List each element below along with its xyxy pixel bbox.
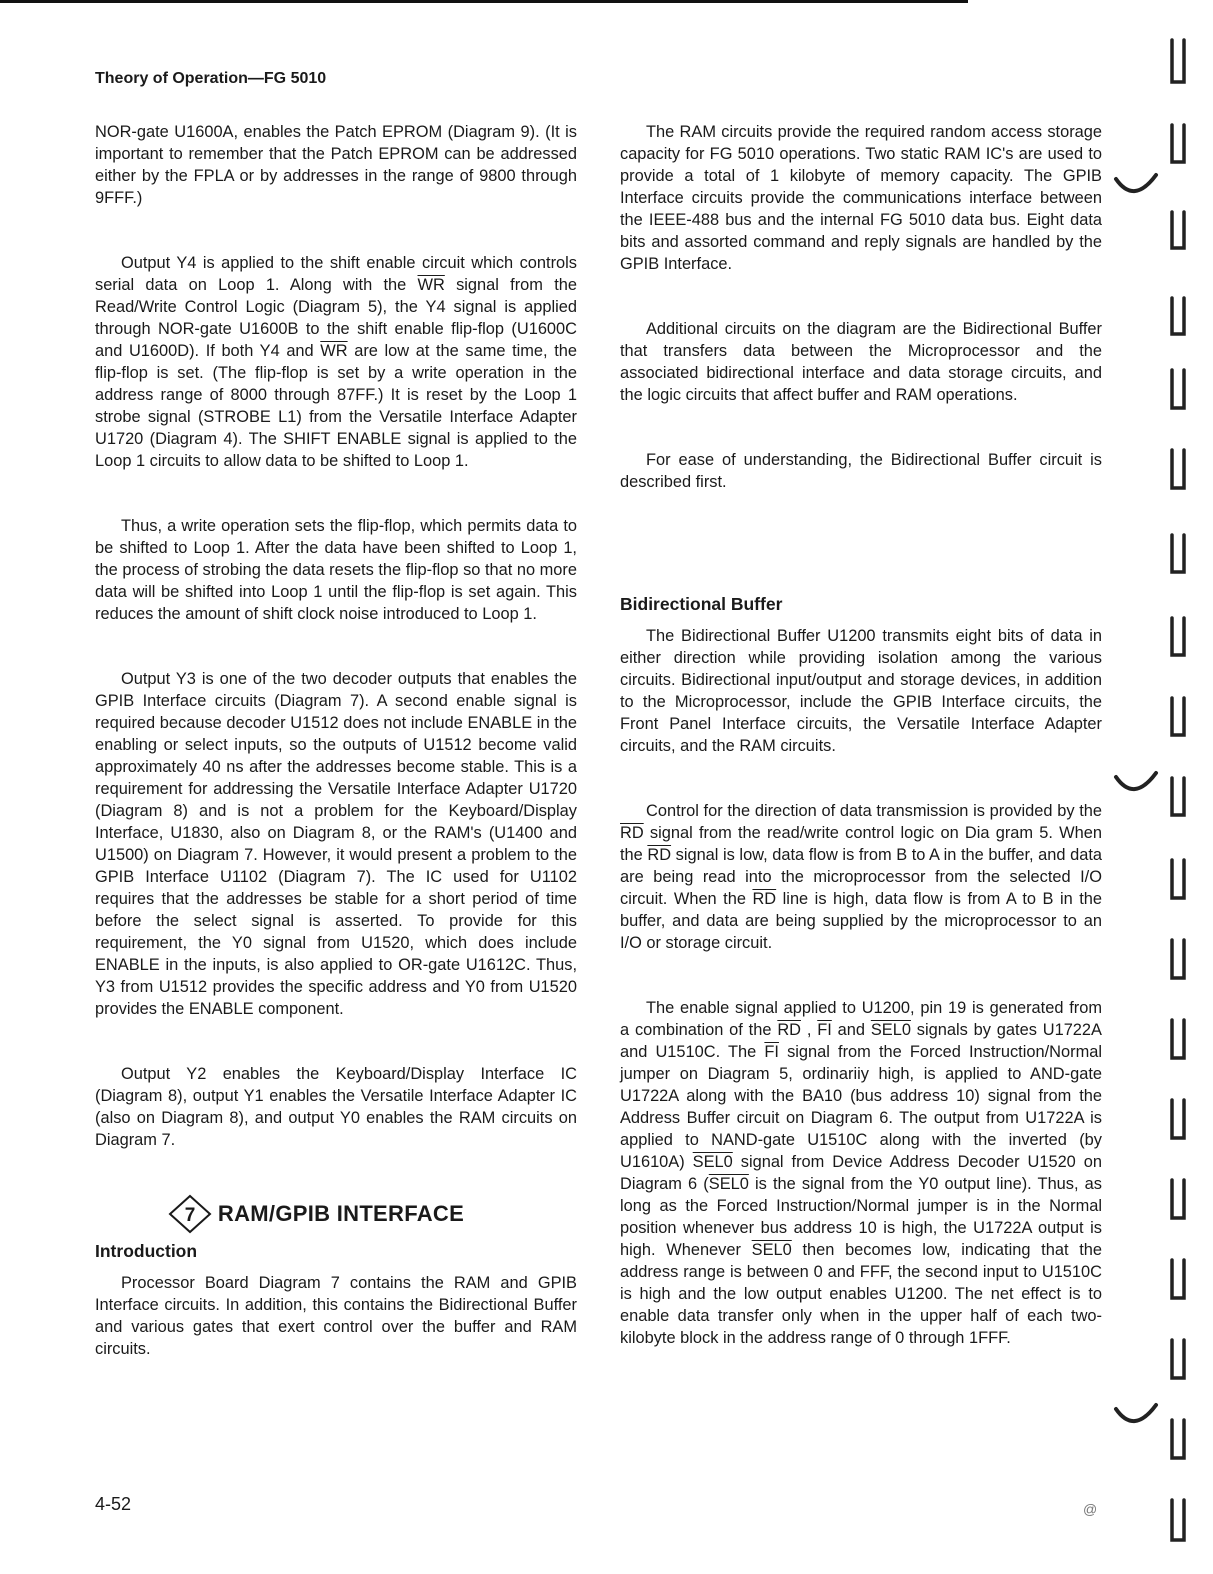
paragraph: Thus, a write operation sets the flip-flop, which permits data to be shifted to Loop 1. After the data have been shifted to Loop 1, the process of strobing the data resets the flip-flop so that no more data will be shifted into Loop 1 until the flip-flop is set again. This reduces the amount of shift clock noise introduced to Loop 1. [95, 517, 577, 623]
intro-heading: Introduction [95, 1241, 198, 1261]
paragraph: The RAM circuits provide the required random access storage capacity for FG 5010 operations. Two static RAM IC's are used to provide a total of 1 kilobyte of memory capacity. The GPIB Interface circuits provide the communications interface between the IEEE-488 bus and the internal FG 5010 data bus. Eight data bits and assorted command and reply signals are handled by the GPIB Interface. [620, 123, 1102, 273]
paragraph: Output Y4 is applied to the shift enable circuit which controls serial data on Loop 1. Along with the $\overline{WR}$ signal from the Read/Write Control Logic (Diagram 5), the Y4 signal is applied through NOR-gate U1600B to the shift enable flip-flop (U1600C and U1600D). If both Y4 and $\overline{WR}$ are low at the same time, the flip-flop is set. (The flip-flop is set by a write operation in the address range of 8000 through 87FF.) It is reset by the Loop 1 strobe signal (STROBE L1) from the Versatile Interface Adapter U1720 (Diagram 4). The SHIFT ENABLE signal is applied to the Loop 1 circuits to allow data to be shifted to Loop 1. [95, 254, 577, 470]
paragraph: For ease of understanding, the Bidirectional Buffer circuit is described first. [620, 451, 1102, 491]
footer-mark: @ [1083, 1501, 1098, 1517]
paragraph: Additional circuits on the diagram are the Bidirectional Buffer that transfers data between the Microprocessor and the associated bidirectional interface and data storage circuits, and the logic circuits that affect buffer and RAM operations. [620, 320, 1102, 404]
paragraph: Output Y2 enables the Keyboard/Display Interface IC (Diagram 8), output Y1 enables the Versatile Interface Adapter IC (also on Diagram 8), and output Y0 enables the RAM circuits on Diagram 7. [95, 1065, 577, 1149]
paragraph: NOR-gate U1600A, enables the Patch EPROM (Diagram 9). (It is important to remember that the Patch EPROM can be addressed either by the FPLA or by addresses in the range of 9800 through 9FFF.) [95, 123, 577, 207]
paragraph: The Bidirectional Buffer U1200 transmits eight bits of data in either direction while providing isolation among the various circuits. Bidirectional input/output and storage devices, in addition to the Microprocessor, include the GPIB Interface circuits, the Front Panel Interface circuits, the Versatile Interface Adapter circuits, and the RAM circuits. [620, 627, 1102, 755]
paragraph: Processor Board Diagram 7 contains the RAM and GPIB Interface circuits. In addition, this contains the Bidirectional Buffer and various gates that exert control over the buffer and RAM circuits. [95, 1274, 577, 1358]
punch-arc [1112, 165, 1162, 215]
page-number: 4-52 [95, 1494, 132, 1514]
left-column [95, 121, 577, 1360]
top-rule [0, 0, 968, 3]
page-header: Theory of Operation—FG 5010 [95, 70, 327, 87]
bidirectional-buffer-heading: Bidirectional Buffer [620, 594, 783, 614]
punch-arc [1112, 763, 1162, 813]
diamond-section-icon [168, 1194, 212, 1234]
section-heading [95, 1194, 577, 1234]
right-column [620, 121, 1102, 1349]
paragraph: Control for the direction of data transmission is provided by the $\overline{RD}$ signal from the read/write control logic on Dia gram 5. When the $\overline{RD}$ signal is low, data flow is from B to A in the buffer, and data are being read into the microprocessor from the selected I/O circuit. When the $\overline{RD}$ line is high, data flow is from A to B in the buffer, and data are being supplied by the microprocessor to an I/O or storage circuit. [620, 802, 1102, 952]
section-number: 7 [184, 1205, 196, 1226]
paragraph: Output Y3 is one of the two decoder outputs that enables the GPIB Interface circuits (Diagram 7). A second enable signal is required because decoder U1512 does not include ENABLE in the enabling or select inputs, so the outputs of U1512 become valid approximately 40 ns after the addresses become stable. This is a requirement for addressing the Versatile Interface Adapter U1720 (Diagram 8) and is not a problem for the Keyboard/Display Interface, U1830, also on Diagram 8, or the RAM's (U1400 and U1500) on Diagram 7. However, it would present a problem to the GPIB Interface U1102 (Diagram 7). The IC used for U1102 requires that the addresses be stable for a short period of time before the select signal is asserted. To provide for this requirement, the Y0 signal from U1520, which does include ENABLE in the inputs, is also applied to OR-gate U1612C. Thus, Y3 from U1512 provides the specific address and Y0 from U1520 provides the ENABLE component. [95, 670, 577, 1018]
section-title: RAM/GPIB INTERFACE [217, 1201, 465, 1226]
paragraph: The enable signal applied to U1200, pin 19 is generated from a combination of the $\overline{RD}$ , $\overline{FI}$ and SEL0 signals by gates U1722A and U1510C. The $\overline{FI}$ signal from the Forced Instruction/Normal jumper on Diagram 5, ordinariiy high, is applied to AND-gate U1722A along with the BA10 (bus address 10) signal from the Address Buffer circuit on Diagram 6. The output from U1722A is applied to NAND-gate U1510C along with the inverted (by U1610A) SEL0 signal from Device Address Decoder U1520 on Diagram 6 (SEL0 is the signal from the Y0 output line). Thus, as long as the Forced Instruction/Normal jumper is in the Normal position whenever bus address 10 is high, the U1722A output is high. Whenever SEL0 then becomes low, indicating that the address range is between 0 and FFF, the second input to U1510C is high and the low output enables U1200. The net effect is to enable data transfer only when in the upper half of each two-kilobyte block in the address range of 0 through 1FFF. [620, 999, 1102, 1347]
punch-arc [1112, 1395, 1162, 1445]
